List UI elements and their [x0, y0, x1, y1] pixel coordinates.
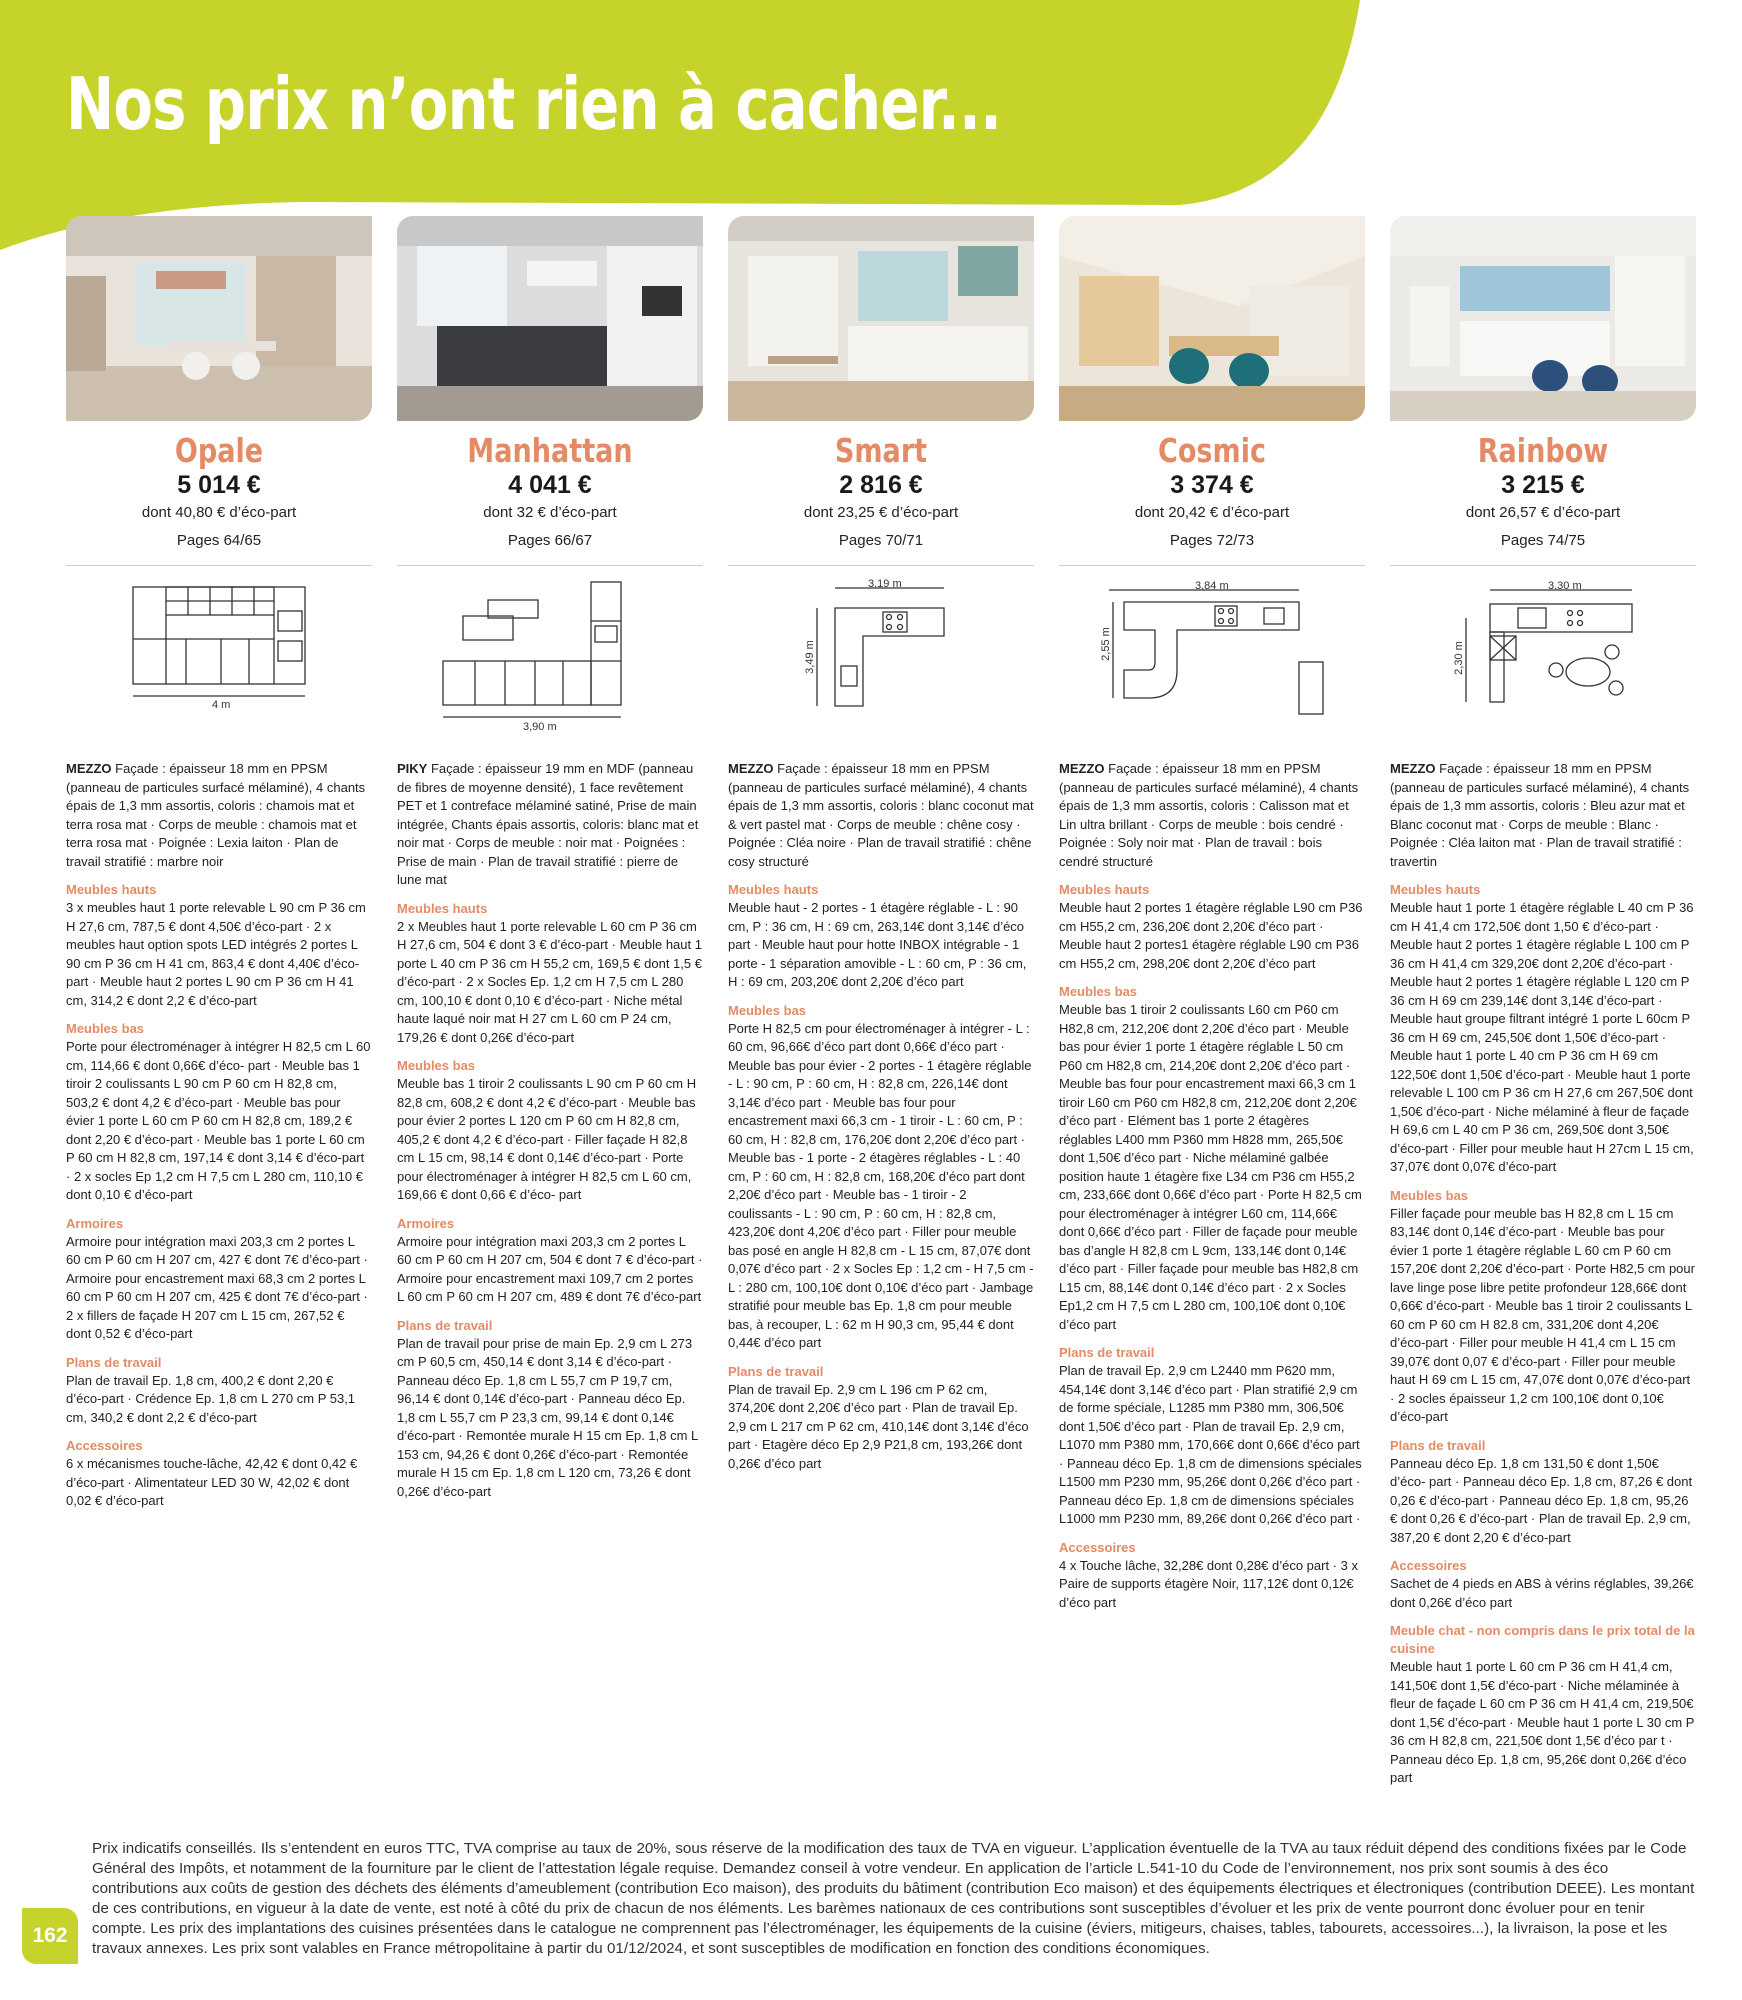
section-text: Filler façade pour meuble bas H 82,8 cm L 15 cm 83,14€ dont 0,14€ d’éco-part · Meuble bas pour évier 1 porte 1 étagère réglable L 60 cm P 60 cm 157,20€ dont 2,20€ d’éco-part · Porte H82,5 cm pour lave linge pose libre petite profondeur 128,66€ dont 0,66€ d’éco-part · Meuble bas 1 tiroir 2 coulissants L 60 cm P 60 cm H 82.8 cm, 331,20€ dont 4,20€ d’éco-part · Filler pour meuble H 41,4 cm L 15 cm 39,07€ dont 0,07 € d’éco-part · Filler pour meuble haut H 69 cm L 15 cm, 47,07€ dont 0,07€ d’éco-part · 2 socles épaisseur 1,2 cm 100,10€ dont 0,10€ d’éco-part	[1390, 1205, 1695, 1424]
kitchen-name: Smart	[834, 431, 928, 470]
plan-dimension: 2,30 m	[1452, 641, 1465, 675]
section	[1390, 1187, 1696, 1427]
section	[728, 881, 1034, 992]
plan-dimension: 4 m	[212, 699, 231, 711]
section-heading: Plans de travail	[728, 1363, 824, 1379]
plan-dimension: 3,19 m	[868, 578, 902, 590]
section	[66, 1215, 372, 1344]
kitchen-photo	[397, 216, 703, 421]
kitchen-eco-part: dont 20,42 € d’éco-part	[1134, 504, 1290, 521]
range-name: MEZZO	[1059, 761, 1105, 776]
section-text: 6 x mécanismes touche-lâche, 42,42 € dont 0,42 € d’éco-part · Alimentateur LED 30 W, 42,02 € dont 0,02 € d’éco-part	[66, 1456, 358, 1508]
description-text: Façade : épaisseur 19 mm en MDF (panneau de fibres de moyenne densité), 1 face revêtement PET et 1 contreface mélaminé satiné, Prise de main intégrée, Chants épais assortis, coloris: blanc mat et noir mat · Corps de meuble : noir mat · Poignées : Prise de main · Plan de travail stratifié : pierre de lune mat	[397, 761, 699, 887]
kitchen-photo	[728, 216, 1034, 421]
kitchen-description	[66, 760, 372, 871]
kitchen-description	[728, 760, 1034, 871]
section	[1390, 1622, 1696, 1788]
description-text: Façade : épaisseur 18 mm en PPSM (panneau de particules surfacé mélaminé), 4 chants épais de 1,3 mm assortis, coloris : Calisson mat et Lin ultra brillant · Corps de meuble : bois cendré · Poignée : Soly noir mat · Plan de travail : bois cendré structuré	[1059, 761, 1359, 869]
kitchen-photo	[1059, 216, 1365, 421]
kitchen-column-manhattan	[397, 216, 703, 1501]
section-text: Plan de travail pour prise de main Ep. 2,9 cm L 273 cm P 60,5 cm, 450,14 € dont 3,14 € d’éco-part · Panneau déco Ep. 1,8 cm L 55,7 cm P 19,7 cm, 96,14 € dont 0,14€ d’éco-part · Panneau déco Ep. 1,8 cm L 55,7 cm P 23,3 cm, 99,14 € dont 0,14€ d’éco-part · Remontée murale H 15 cm Ep. 1,8 cm L 153 cm, 94,26 € dont 0,26€ d’éco-part · Remontée murale H 15 cm Ep. 1,8 cm L 120 cm, 73,26 € dont 0,26€ d’éco-part	[397, 1335, 698, 1499]
kitchen-name: Cosmic	[1157, 431, 1267, 470]
kitchen-eco-part: dont 23,25 € d’éco-part	[803, 504, 959, 521]
kitchen-name: Manhattan	[467, 431, 633, 470]
kitchen-price: 2 816 €	[839, 471, 923, 499]
kitchen-plan	[1059, 566, 1365, 756]
kitchen-price: 3 374 €	[1170, 471, 1254, 499]
section	[397, 1057, 703, 1205]
section	[1390, 881, 1696, 1177]
section-heading: Meubles hauts	[1390, 882, 1481, 897]
kitchen-pages: Pages 74/75	[1500, 532, 1586, 549]
section	[66, 1020, 372, 1205]
section-heading: Accessoires	[1059, 1539, 1136, 1555]
kitchen-price: 3 215 €	[1501, 471, 1585, 499]
kitchen-price: 4 041 €	[508, 471, 592, 499]
section-heading: Meuble chat - non compris dans le prix total de la cuisine	[1390, 1623, 1695, 1656]
plan-dimension: 3,90 m	[523, 721, 557, 733]
section-heading: Meubles bas	[1390, 1187, 1469, 1203]
section-heading: Plans de travail	[1390, 1437, 1486, 1453]
section-text: Sachet de 4 pieds en ABS à vérins réglables, 39,26€ dont 0,26€ d’éco part	[1390, 1576, 1694, 1610]
kitchen-pages: Pages 70/71	[838, 532, 924, 549]
kitchen-description	[1059, 760, 1365, 871]
section	[1059, 881, 1365, 973]
kitchen-eco-part: dont 32 € d’éco-part	[483, 504, 617, 521]
plan-dimension: 3,49 m	[803, 640, 816, 674]
description-text: Façade : épaisseur 18 mm en PPSM (panneau de particules surfacé mélaminé), 4 chants épais de 1,3 mm assortis, coloris : Bleu azur mat et Blanc coconut mat · Corps de meuble : Blanc · Poignée : Cléa laiton mat · Plan de travail stratifié : travertin	[1390, 761, 1690, 869]
kitchen-price: 5 014 €	[177, 471, 261, 499]
section-heading: Meubles hauts	[66, 882, 157, 897]
plan-dimension: 3,30 m	[1548, 580, 1582, 592]
section-heading: Meubles hauts	[728, 882, 819, 897]
kitchen-eco-part: dont 26,57 € d’éco-part	[1465, 504, 1621, 521]
range-name: MEZZO	[1390, 761, 1436, 776]
page-title: Nos prix n’ont rien à cacher...	[66, 62, 1002, 146]
section-text: Porte H 82,5 cm pour électroménager à intégrer - L : 60 cm, 96,66€ d’éco part dont 0,66€ d’éco part · Meuble bas pour évier - 2 portes - 1 étagère réglable - L : 90 cm, P : 60 cm, H : 82,8 cm, 226,14€ dont 3,14€ d’éco part · Meuble bas four pour encastrement maxi 66,3 cm - 1 tiroir - L : 60 cm, P : 60 cm, H : 82,8 cm, 176,20€ dont 2,20€ d’éco part · Meuble bas - 1 porte - 2 étagères réglables - L : 40 cm, P : 60 cm, H : 82,8 cm, 168,20€ d’éco part dont 2,20€ d’éco part · Meuble bas - 1 tiroir - 2 coulissants - L : 90 cm, P : 60 cm, H : 82,8 cm, 423,20€ dont 4,20€ d’éco part · Filler pour meuble bas posé en angle H 82,8 cm - L 15 cm, 87,07€ dont 0,07€ d’éco part · 2 x Socles Ep : 1,2 cm - H 7,5 cm - L : 280 cm, 100,10€ dont 0,10€ d’éco part · Jambage stratifié pour meuble bas Ep. 1,8 cm pour meuble bas, à recouper, L : 62 m H 90,3 cm, 95,44 € dont 0,44€ d’éco part	[728, 1020, 1034, 1350]
section-text: Panneau déco Ep. 1,8 cm 131,50 € dont 1,50€ d’éco- part · Panneau déco Ep. 1,8 cm, 87,26 € dont 0,26 € d’éco-part · Panneau déco Ep. 1,8 cm, 95,26 € dont 0,26 € d’éco-part · Plan de travail Ep. 2,9 cm, 387,20 € dont 2,20 € d’éco-part	[1390, 1455, 1693, 1545]
section-text: 4 x Touche lâche, 32,28€ dont 0,28€ d’éco part · 3 x Paire de supports étagère Noir, 117,12€ dont 0,12€ d’éco part	[1059, 1557, 1358, 1610]
section-heading: Meubles bas	[66, 1021, 145, 1036]
section-heading: Meubles hauts	[397, 900, 488, 916]
kitchen-name: Rainbow	[1477, 431, 1609, 470]
kitchen-column-cosmic	[1059, 216, 1365, 1612]
section-text: Meuble haut 2 portes 1 étagère réglable L90 cm P36 cm H55,2 cm, 236,20€ dont 2,20€ d’éco part · Meuble haut 2 portes1 étagère réglable L90 cm P36 cm H55,2 cm, 298,20€ dont 2,20€ d’éco part	[1059, 900, 1363, 971]
section-text: Plan de travail Ep. 1,8 cm, 400,2 € dont 2,20 € d’éco-part · Crédence Ep. 1,8 cm L 270 cm P 53,1 cm, 340,2 € dont 2,2 € d’éco-part	[66, 1372, 356, 1425]
section	[1390, 1437, 1696, 1548]
section-text: Plan de travail Ep. 2,9 cm L2440 mm P620 mm, 454,14€ dont 3,14€ d’éco part · Plan stratifié 2,9 cm de forme spéciale, L1285 mm P380 mm, 306,50€ dont 1,50€ d’éco part · Plan de travail Ep. 2,9 cm, L1070 mm P380 mm, 170,66€ dont 0,66€ d’éco part · Panneau déco Ep. 1,8 cm de dimensions spéciales L1500 mm P230 mm, 95,26€ dont 0,26€ d’éco part · Panneau déco Ep. 1,8 cm de dimensions spéciales L1000 mm P230 mm, 89,26€ dont 0,26€ d’éco part ·	[1059, 1363, 1362, 1526]
section	[1059, 1344, 1365, 1529]
section-heading: Accessoires	[1390, 1558, 1467, 1573]
description-text: Façade : épaisseur 18 mm en PPSM (panneau de particules surfacé mélaminé), 4 chants épais de 1,3 mm assortis, coloris : chamois mat et terra rosa mat · Corps de meuble : chamois mat et terra rosa mat · Poignée : Lexia laiton · Plan de travail stratifié : marbre noir	[66, 761, 366, 869]
section	[66, 881, 372, 1010]
kitchen-pages: Pages 66/67	[507, 532, 593, 549]
kitchen-photo	[66, 216, 372, 421]
section-text: 3 x meubles haut 1 porte relevable L 90 cm P 36 cm H 27,6 cm, 787,5 € dont 4,50€ d’éco-part · 2 x meubles haut option spots LED intégrés 2 portes L 90 cm P 36 cm H 41 cm, 863,4 € dont 4,40€ d’éco-part · Meuble haut 2 portes L 90 cm P 36 cm H 41 cm, 314,2 € dont 2,2 € d’éco-part	[66, 900, 366, 1008]
section	[397, 900, 703, 1048]
section-heading: Meubles bas	[1059, 984, 1138, 999]
kitchen-pages: Pages 72/73	[1169, 532, 1255, 549]
kitchen-plan	[1390, 566, 1696, 756]
section-text: Armoire pour intégration maxi 203,3 cm 2 portes L 60 cm P 60 cm H 207 cm, 427 € dont 7€ d’éco-part · Armoire pour encastrement maxi 68,3 cm 2 portes L 60 cm P 60 cm H 207 cm, 425 € dont 7€ d’éco-part · 2 x fillers de façade H 207 cm L 15 cm, 267,52 € dont 0,52 € d’éco-part	[66, 1233, 368, 1341]
description-text: Façade : épaisseur 18 mm en PPSM (panneau de particules surfacé mélaminé), 4 chants épais de 1,3 mm assortis, coloris : blanc coconut mat & vert pastel mat · Corps de meuble : chêne cosy · Poignée : Cléa noire · Plan de travail stratifié : chêne cosy structuré	[728, 761, 1034, 869]
section-heading: Meubles bas	[397, 1058, 476, 1073]
plan-dimension: 2,55 m	[1099, 627, 1112, 661]
legal-footer: Prix indicatifs conseillés. Ils s’entendent en euros TTC, TVA comprise au taux de 20%, sous réserve de la modification des taux de TVA en vigueur. L’application éventuelle de la TVA au taux réduit dépend des conditions fixées par le Code Général des Impôts, et notamment de la fourniture par le client de l’attestation légale requise. Demandez conseil à votre vendeur. En application de l’article L.541-10 du Code de l’environnement, nos prix sont soumis à des éco contributions aux coûts de gestion des déchets des éléments d’ameublement (contribution Eco maison), des produits du bâtiment (contribution Eco maison) et des équipements électriques et électroniques (contribution DEEE). Les montant de ces contributions, en vigueur à la date de vente, est noté à côté du prix de chacun de nos éléments. Les barèmes nationaux de ces contributions sont susceptibles d’évoluer et les prix de vente pourront donc évoluer pour en tenir compte. Les prix des implantations des cuisines présentées dans le catalogue ne comprennent pas l’électroménager, les équipements de la cuisine (éviers, mitigeurs, chaises, tables, tabourets, accessoires...), la livraison, la pose et les travaux annexes. Les prix sont valables en France métropolitaine à partir du 01/12/2024, et sont susceptibles de modification en fonction des conditions économiques.	[92, 1840, 1695, 1957]
section-heading: Plans de travail	[397, 1317, 493, 1333]
kitchen-description	[397, 760, 703, 890]
section-text: Meuble haut 1 porte L 60 cm P 36 cm H 41,4 cm, 141,50€ dont 1,5€ d’éco-part · Niche mélaminée à fleur de façade L 60 cm P 36 cm H 41,4 cm, 219,50€ dont 1,5€ d’éco-part · Meuble haut 1 porte L 30 cm P 36 cm H 82,8 cm, 221,50€ dont 1,5€ d’éco par t · Panneau déco Ep. 1,8 cm, 95,26€ dont 0,26€ d’éco part	[1390, 1659, 1695, 1785]
section-text: Armoire pour intégration maxi 203,3 cm 2 portes L 60 cm P 60 cm H 207 cm, 504 € dont 7 € d’éco-part · Armoire pour encastrement maxi 109,7 cm 2 portes L 60 cm P 60 cm H 207 cm, 489 € dont 7€ d’éco-part	[397, 1233, 703, 1304]
kitchen-plan	[397, 566, 703, 756]
kitchen-pages: Pages 64/65	[176, 532, 262, 549]
section-text: 2 x Meubles haut 1 porte relevable L 60 cm P 36 cm H 27,6 cm, 504 € dont 3 € d’éco-part · Meuble haut 1 porte L 40 cm P 36 cm H 55,2 cm, 169,5 € dont 1,5 € d’éco-part · 2 x Socles Ep. 1,2 cm H 7,5 cm L 280 cm, 100,10 € dont 0,10 € d’éco-part · Niche métal haute laqué noir mat H 27 cm L 60 cm P 24 cm, 179,26 € dont 0,26€ d’éco-part	[397, 918, 702, 1045]
section	[66, 1354, 372, 1428]
section-text: Porte pour électroménager à intégrer H 82,5 cm L 60 cm, 114,66 € dont 0,66€ d’éco- part · Meuble bas 1 tiroir 2 coulissants L 90 cm P 60 cm H 82,8 cm, 503,2 € dont 4,2 € d’éco-part · Meuble bas pour évier 1 porte L 60 cm P 60 cm H 82,8 cm, 189,2 € dont 2,20 € d’éco-part · Meuble bas 1 porte L 60 cm P 60 cm H 82,8 cm, 197,14 € dont 3,14 € d’éco-part · 2 x socles Ep 1,2 cm H 7,5 cm L 280 cm, 110,10 € dont 0,10 € d’éco-part	[66, 1039, 371, 1202]
section-text: Meuble bas 1 tiroir 2 coulissants L60 cm P60 cm H82,8 cm, 212,20€ dont 2,20€ d’éco part · Meuble bas pour évier 1 porte 1 étagère réglable L 50 cm P60 cm H82,8 cm, 214,20€ dont 2,20€ d’éco part · Meuble bas four pour encastrement maxi 66,3 cm 1 tiroir L60 cm P60 cm H82,8 cm, 212,20€ dont 2,20€ d’éco part · Elément bas 1 porte 2 étagères réglables L400 mm P360 mm H828 mm, 265,50€ dont 1,50€ d’éco part · Niche mélaminé galbée position haute 1 étagère fixe L34 cm P36 cm H55,2 cm, 233,66€ dont 0,66€ d’éco part · Porte H 82,5 cm pour électroménager à intégrer L60 cm, 114,66€ dont 0,66€ d’éco part · Filler de façade pour meuble bas d’angle H 82,8 cm L 9cm, 133,14€ dont 0,14€ d’éco part · Filler façade pour meuble bas H82,8 cm L15 cm, 88,14€ dont 0,14€ d’éco part · 2 x Socles Ep1,2 cm H 7,5 cm L 280 cm, 100,10€ dont 0,10€ d’éco part	[1059, 1002, 1362, 1332]
section-heading: Meubles bas	[728, 1002, 807, 1018]
kitchen-name: Opale	[174, 431, 264, 470]
section-heading: Armoires	[397, 1215, 455, 1231]
section-text: Meuble haut - 2 portes - 1 étagère réglable - L : 90 cm, P : 36 cm, H : 69 cm, 263,14€ dont 3,14€ d’éco part · Meuble haut pour hotte INBOX intégrable - 1 porte - 1 séparation amovible - L : 60 cm, P : 36 cm, H : 69 cm, 203,20€ dont 2,20€ d’éco part	[728, 900, 1027, 989]
kitchen-description	[1390, 760, 1696, 871]
section	[397, 1317, 703, 1502]
kitchen-photo	[1390, 216, 1696, 421]
kitchen-column-rainbow	[1390, 216, 1696, 1788]
kitchen-plan	[728, 566, 1034, 756]
kitchen-column-opale	[66, 216, 372, 1511]
section-heading: Plans de travail	[66, 1354, 162, 1370]
section	[397, 1215, 703, 1307]
plan-dimension: 3,84 m	[1195, 580, 1229, 592]
section-heading: Plans de travail	[1059, 1345, 1155, 1360]
section-text: Plan de travail Ep. 2,9 cm L 196 cm P 62 cm, 374,20€ dont 2,20€ d’éco part · Plan de travail Ep. 2,9 cm L 217 cm P 62 cm, 410,14€ dont 3,14€ d’éco part · Etagère déco Ep 2,9 P21,8 cm, 193,26€ dont 0,26€ d’éco part	[728, 1381, 1029, 1471]
kitchen-plan	[66, 566, 372, 756]
section-text: Meuble bas 1 tiroir 2 coulissants L 90 cm P 60 cm H 82,8 cm, 608,2 € dont 4,2 € d’éco-part · Meuble bas pour évier 2 portes L 120 cm P 60 cm H 82,8 cm, 405,2 € dont 4,2 € d’éco-part · Filler façade H 82,8 cm L 15 cm, 98,14 € dont 0,14€ d’éco-part · Porte pour électroménager à intégrer H 82,5 cm L 60 cm, 169,66 € dont 0,66 € d’éco- part	[397, 1076, 697, 1202]
section-heading: Meubles hauts	[1059, 882, 1150, 897]
section-text: Meuble haut 1 porte 1 étagère réglable L 40 cm P 36 cm H 41,4 cm 172,50€ dont 1,50 € d’éco-part · Meuble haut 2 portes 1 étagère réglable L 100 cm P 36 cm H 41,4 cm 329,20€ dont 2,20€ d’éco-part · Meuble haut 2 portes 1 étagère réglable L 120 cm P 36 cm H 69 cm 239,14€ dont 3,14€ d’éco-part · Meuble haut groupe filtrant intégré 1 porte L 60cm P 36 cm H 69 cm, 245,50€ dont 1,50€ d’éco-part · Meuble haut 1 porte L 40 cm P 36 cm H 69 cm 122,50€ dont 1,50€ d’éco-part · Meuble haut 1 porte relevable L 100 cm P 36 cm H 27,6 cm 267,50€ dont 1,50€ d’éco-part · Niche mélaminé à fleur de façade H 69,6 cm L 40 cm P 36 cm, 269,50€ dont 3,50€ d’éco-part · Filler pour meuble haut H 27cm L 15 cm, 37,07€ dont 0,07€ d’éco-part	[1390, 900, 1694, 1174]
range-name: MEZZO	[728, 761, 774, 776]
section	[728, 1002, 1034, 1353]
section	[1059, 1539, 1365, 1613]
section-heading: Accessoires	[66, 1438, 143, 1453]
range-name: MEZZO	[66, 761, 112, 776]
section	[1059, 983, 1365, 1334]
page-number: 162	[22, 1908, 78, 1964]
range-name: PIKY	[397, 761, 428, 776]
section	[728, 1363, 1034, 1474]
kitchen-column-smart	[728, 216, 1034, 1473]
kitchen-eco-part: dont 40,80 € d’éco-part	[141, 504, 297, 521]
section	[1390, 1557, 1696, 1612]
section-heading: Armoires	[66, 1215, 124, 1231]
section	[66, 1437, 372, 1511]
